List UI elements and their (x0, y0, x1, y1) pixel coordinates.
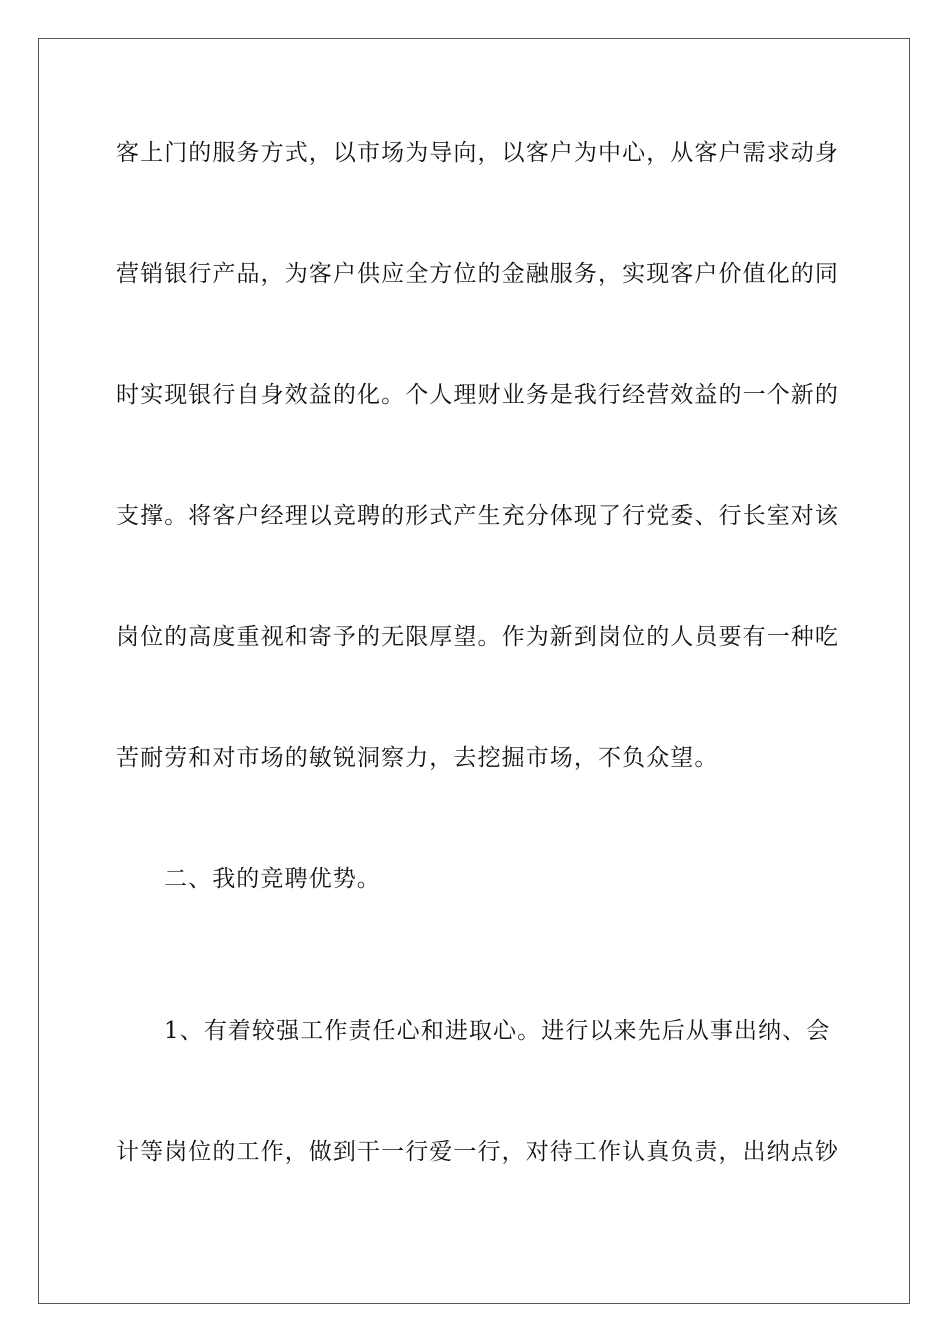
paragraph-line-7: 1、有着较强工作责任心和进取心。进行以来先后从事出纳、会 (164, 1018, 831, 1044)
paragraph-line-5: 岗位的高度重视和寄予的无限厚望。作为新到岗位的人员要有一种吃 (116, 624, 839, 650)
paragraph-line-6: 苦耐劳和对市场的敏锐洞察力，去挖掘市场，不负众望。 (116, 745, 719, 771)
section-heading: 二、我的竞聘优势。 (164, 866, 381, 892)
paragraph-line-1: 客上门的服务方式，以市场为导向，以客户为中心，从客户需求动身 (116, 140, 839, 166)
page-border (38, 38, 910, 1304)
paragraph-line-4: 支撑。将客户经理以竞聘的形式产生充分体现了行党委、行长室对该 (116, 503, 839, 529)
paragraph-line-8: 计等岗位的工作，做到干一行爱一行，对待工作认真负责，出纳点钞 (116, 1139, 839, 1165)
paragraph-line-3: 时实现银行自身效益的化。个人理财业务是我行经营效益的一个新的 (116, 382, 839, 408)
paragraph-line-2: 营销银行产品，为客户供应全方位的金融服务，实现客户价值化的同 (116, 261, 839, 287)
